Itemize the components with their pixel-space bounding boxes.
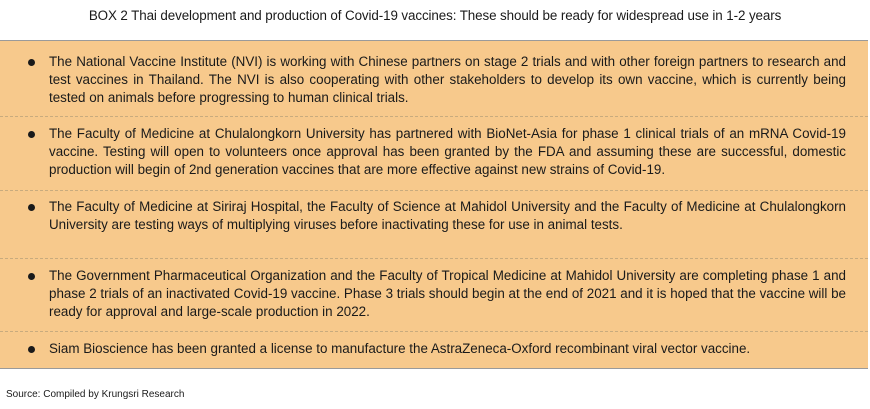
list-item-chulalongkorn: [0, 125, 868, 179]
bullet-icon: [28, 346, 35, 353]
bullet-icon: [28, 273, 35, 280]
list-item-text: The National Vaccine Institute (NVI) is working with Chinese partners on stage 2 trials and with other foreign partners to research and test vaccines in Thailand. The NVI is also cooperating with other stakeholders to develop its own vaccine, which is currently being tested on animals before progressing to human clinical trials.: [49, 54, 846, 105]
item-divider: [0, 190, 868, 191]
item-divider: [0, 116, 868, 117]
item-divider: [0, 331, 868, 332]
source-note: Source: Compiled by Krungsri Research: [6, 389, 185, 400]
list-item-gpo: [0, 267, 868, 321]
vaccine-development-box: [0, 40, 868, 369]
list-item-nvi: [0, 53, 868, 107]
item-divider: [0, 258, 868, 259]
list-item-siriraj: [0, 198, 868, 234]
bullet-icon: [28, 204, 35, 211]
list-item-text: The Faculty of Medicine at Siriraj Hospital, the Faculty of Science at Mahidol University and the Faculty of Medicine at Chulalongkorn University are testing ways of multiplying viruses before inactivating these for use in animal tests.: [49, 199, 846, 232]
list-item-text: The Government Pharmaceutical Organization and the Faculty of Tropical Medicine at Mahidol University are completing phase 1 and phase 2 trials of an inactivated Covid-19 vaccine. Phase 3 trials should begin at the end of 2021 and it is hoped that the vaccine will be ready for approval and large-scale production in 2022.: [49, 268, 846, 319]
box-title: BOX 2 Thai development and production of Covid-19 vaccines: These should be ready for widespread use in 1-2 years: [88, 8, 782, 23]
list-item-text: Siam Bioscience has been granted a license to manufacture the AstraZeneca-Oxford recombinant viral vector vaccine.: [49, 341, 751, 356]
list-item-text: The Faculty of Medicine at Chulalongkorn University has partnered with BioNet-Asia for phase 1 clinical trials of an mRNA Covid-19 vaccine. Testing will open to volunteers once approval has been granted by the FDA and assuming these are successful, domestic production will begin of 2nd generation vaccines that are more effective against new strains of Covid-19.: [49, 126, 846, 177]
bullet-icon: [28, 59, 35, 66]
list-item-siam-bioscience: [0, 340, 868, 358]
bullet-icon: [28, 131, 35, 138]
